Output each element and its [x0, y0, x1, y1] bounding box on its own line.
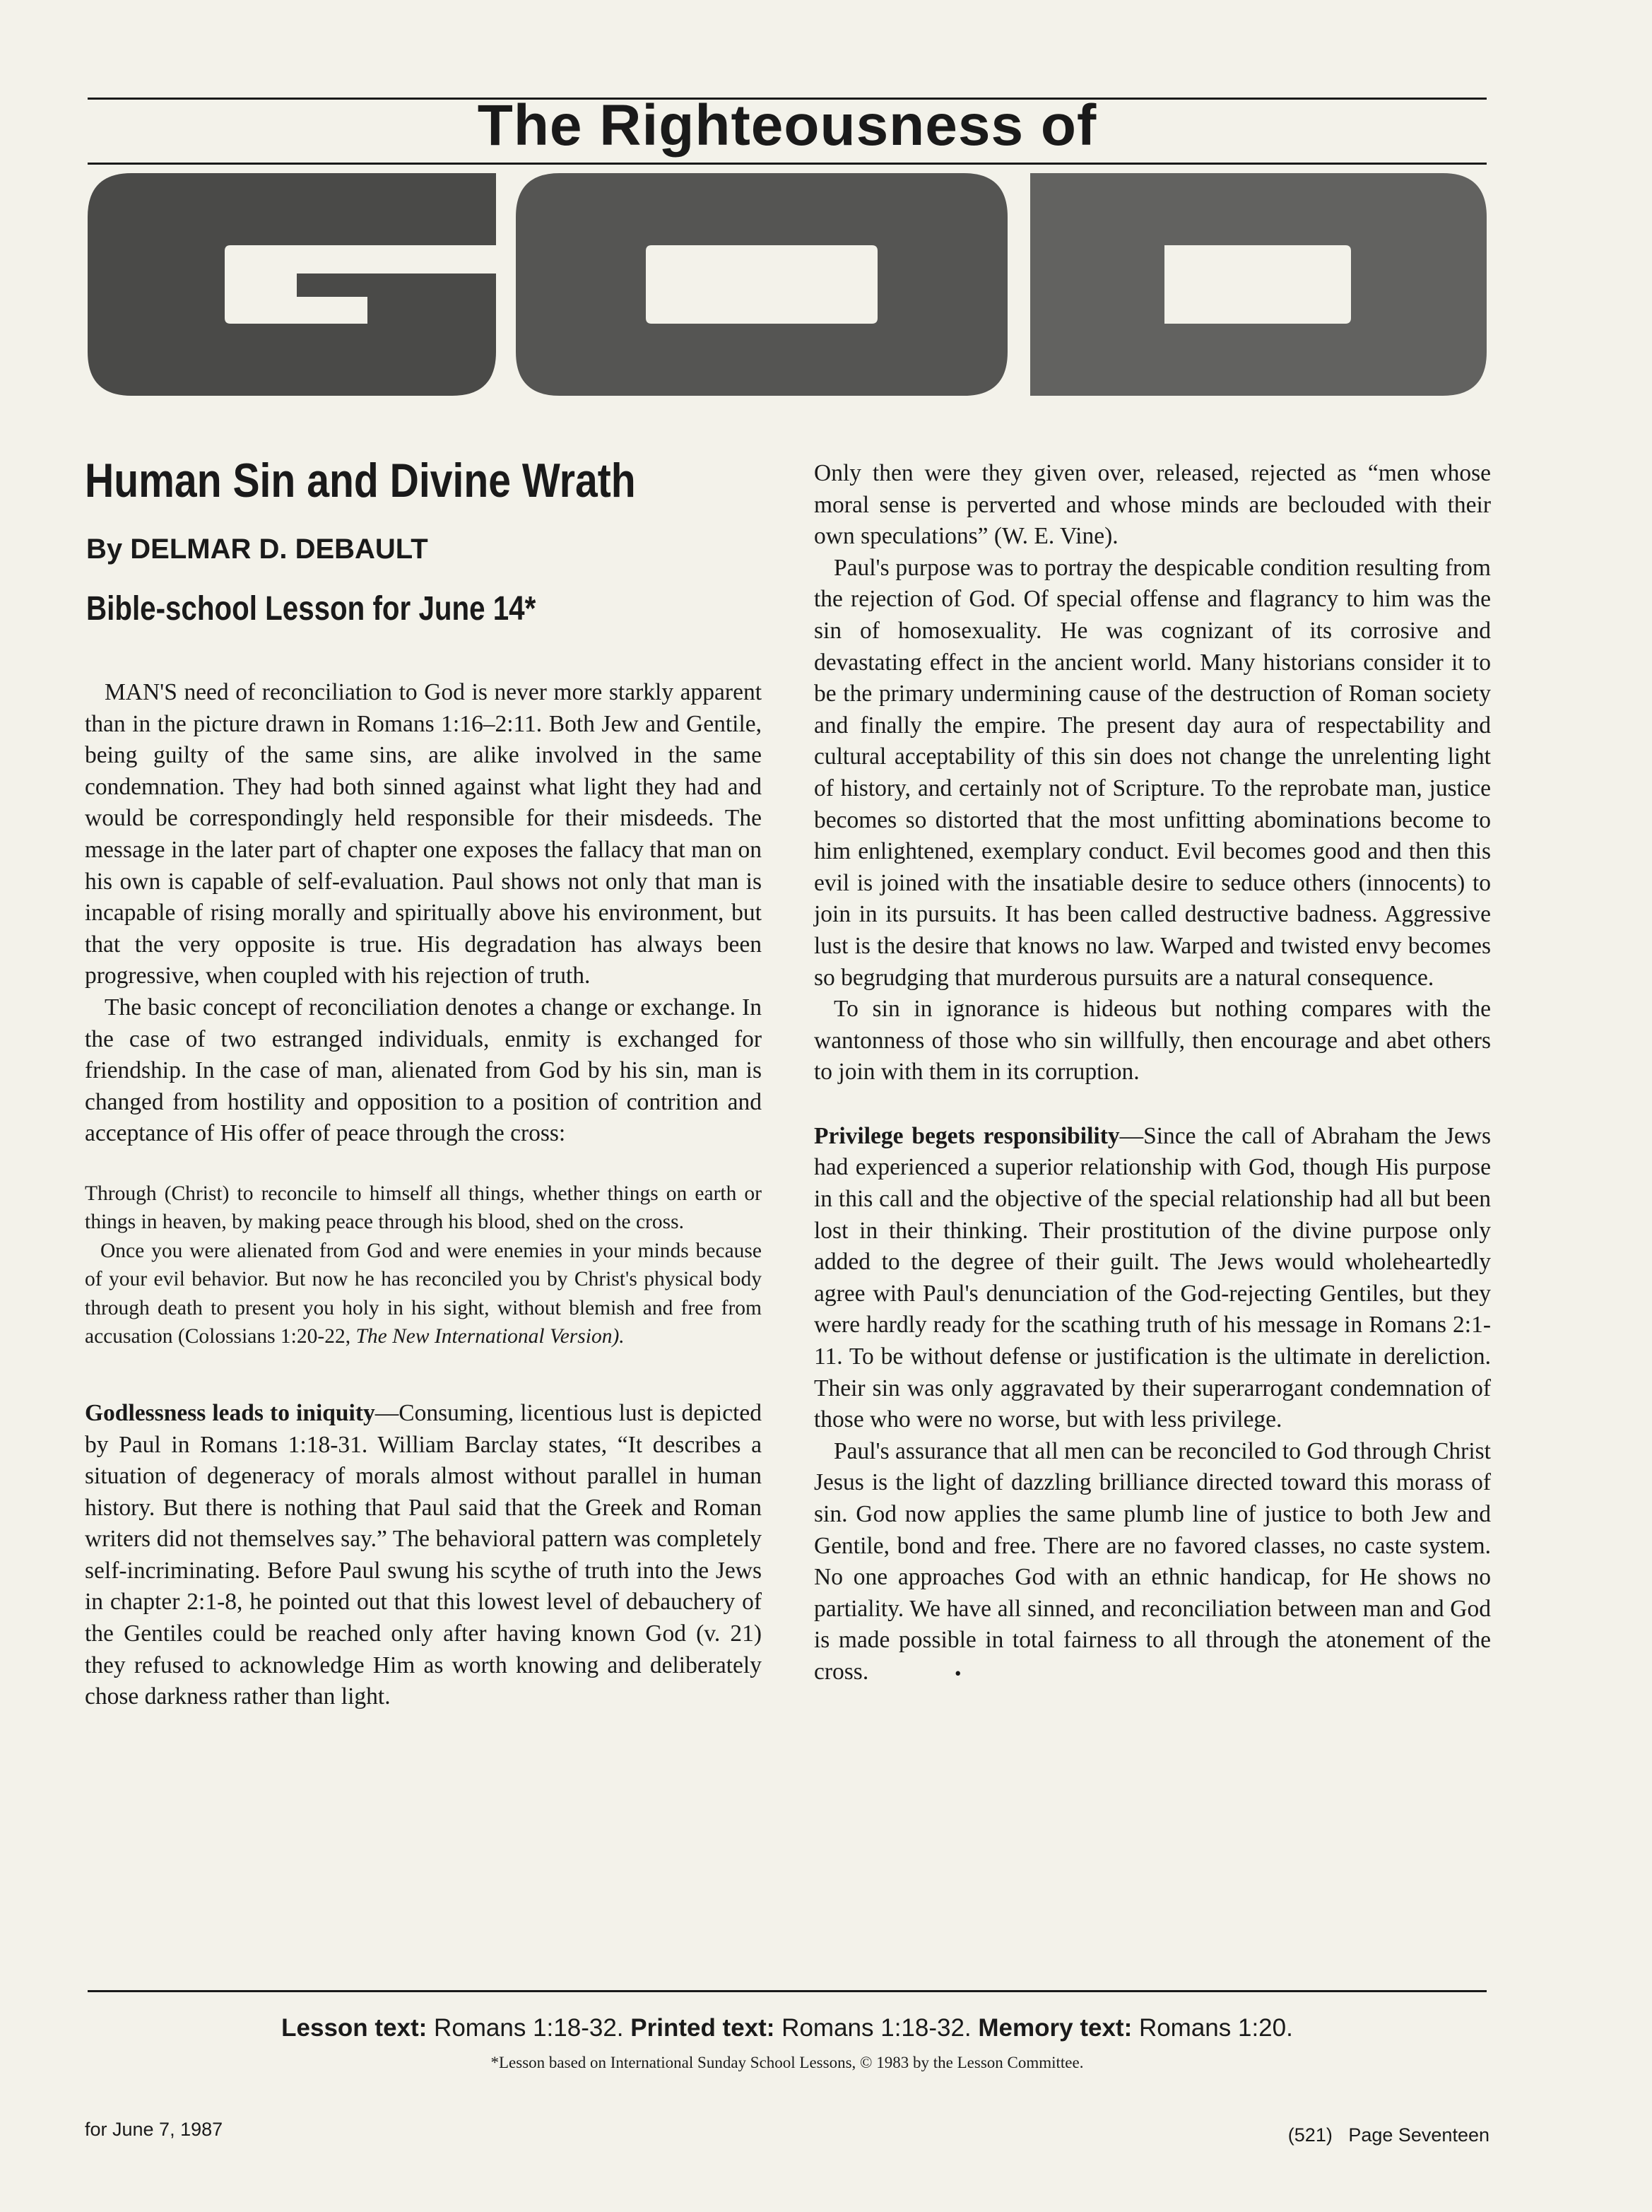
intro-paragraph: MAN'S need of reconciliation to God is never more starkly apparent than in the picture drawn in Romans 1:16–2:11. Both Jew and Gentile, being guilty of the same sins, are alike involved in the same condemnation. They had both sinned against what light they had and would be correspondingly held responsible for their misdeeds. The message in the later part of chapter one exposes the fallacy that man on his own is capable of self-evaluation. Paul shows not only that man is incapable of rising morally and spiritually above his environment, but that the very opposite is true. His degradation has always been progressive, when coupled with his rejection of truth.	[85, 679, 762, 989]
privilege-heading: Privilege begets responsibility	[814, 1122, 1120, 1149]
reconciliation-paragraph: The basic concept of reconciliation denotes a change or exchange. In the case of two estranged individuals, enmity is exchanged for friendship. In the case of man, alienated from God by his sin, man is changed from hostility and opposition to a position of contrition and acceptance of His offer of peace through the cross:	[85, 994, 762, 1147]
banner-letter-o	[516, 173, 1008, 396]
banner-letter-g	[88, 173, 496, 396]
header-title: The Righteousness of	[477, 93, 1097, 158]
quote-paragraph-2-text: Once you were alienated from God and were enemies in your minds because of your evil behavior. But now he has reconciled you by Christ's physical body through death to present you holy in his sight, without blemish and free from accusation (Colossians 1:20-22,	[85, 1239, 762, 1348]
godlessness-heading: Godlessness leads to iniquity	[85, 1399, 375, 1426]
godlessness-text: —Consuming, licentious lust is depicted by Paul in Romans 1:18-31. William Barclay states, “It describes a situation of degeneracy of morals almost without parallel in human history. But there is nothing that Paul said that the Greek and Roman writers did not themselves say.” The behavioral pattern was completely self-incriminating. Before Paul swung his scythe of truth into the Jews in chapter 2:1-8, he pointed out that this lowest level of debauchery of the Gentiles could be reached only after having known God (v. 21) they refused to acknowledge Him as worth knowing and deliberately chose darkness rather than light.	[85, 1399, 762, 1710]
privilege-section	[814, 1121, 1491, 1436]
quote-paragraph-2	[85, 1237, 762, 1351]
left-column	[85, 677, 762, 1713]
quote-paragraph-1: Through (Christ) to reconcile to himself all things, whether things on earth or things in heaven, by making peace through his blood, shed on the cross.	[85, 1182, 762, 1234]
lesson-text-value: Romans 1:18-32.	[427, 2014, 631, 2042]
purpose-paragraph: Paul's purpose was to portray the despicable condition resulting from the rejection of God. Of special offense and flagrancy to him was the sin of homosexuality. He was cognizant of its corrosive and devastating effect in the ancient world. Many historians consider it to be the primary undermining cause of the destruction of Roman society and finally the empire. The present day aura of respectability and cultural acceptability of this sin does not change the unrelenting light of history, and certainly not of Scripture. To the reprobate man, justice becomes so distorted that the most unfitting abominations become to him enlightened, exemplary conduct. Evil becomes good and then this evil is joined with the insatiable desire to seduce others (innocents) to join in its pursuits. It has been called destructive badness. Aggressive lust is the desire that knows no law. Warped and twisted envy becomes so begrudging that murderous pursuits are a natural consequence.	[814, 554, 1491, 991]
assurance-paragraph	[814, 1436, 1491, 1691]
printed-text-label: Printed text:	[630, 2014, 775, 2042]
lesson-text-label: Lesson text:	[281, 2014, 427, 2042]
page-number: (521) Page Seventeen	[1287, 2124, 1489, 2146]
scripture-quote	[85, 1179, 762, 1351]
footer-rule	[88, 1990, 1487, 1992]
memory-text-value: Romans 1:20.	[1132, 2014, 1293, 2042]
quote-source: The New International Version).	[355, 1325, 625, 1348]
memory-text-label: Memory text:	[978, 2014, 1133, 2042]
right-column	[814, 458, 1491, 1691]
lesson-note: Bible-school Lesson for June 14*	[86, 590, 536, 628]
lesson-heading: Human Sin and Divine Wrath	[85, 454, 636, 507]
issue-date: for June 7, 1987	[85, 2119, 223, 2140]
banner-letter-d	[1030, 173, 1487, 396]
god-banner	[88, 173, 1487, 396]
footnote: *Lesson based on International Sunday School Lessons, © 1983 by the Lesson Committee.	[490, 2054, 1084, 2071]
continuation-paragraph: Only then were they given over, released, rejected as “men whose moral sense is perverted and whose minds are beclouded with their own speculations” (W. E. Vine).	[814, 460, 1491, 550]
ignorance-paragraph: To sin in ignorance is hideous but nothing compares with the wantonness of those who sin willfully, then encourage and abet others to join with them in its corruption.	[814, 996, 1491, 1086]
lesson-text-line	[88, 2013, 1487, 2044]
header-bottom-rule	[88, 163, 1487, 165]
printed-text-value: Romans 1:18-32.	[774, 2014, 979, 2042]
byline: By DELMAR D. DEBAULT	[86, 534, 428, 565]
end-mark: •	[953, 1665, 963, 1683]
assurance-text: Paul's assurance that all men can be reconciled to God through Christ Jesus is the light of dazzling brilliance directed toward this morass of sin. God now applies the same plumb line of justice to both Jew and Gentile, bond and free. There are no favored classes, no caste system. No one approaches God with an ethnic handicap, for He shows no partiality. We have all sinned, and reconciliation between man and God is made possible in total fairness to all through the atonement of the cross.	[814, 1437, 1491, 1685]
godlessness-section	[85, 1398, 762, 1713]
privilege-text: —Since the call of Abraham the Jews had experienced a superior relationship with God, though His purpose in this call and the objective of the special relationship had all but been lost in their thinking. Their prostitution of the divine purpose only added to the degree of their guilt. The Jews would wholeheartedly agree with Paul's denunciation of the God-rejecting Gentiles, but they were hardly ready for the scathing truth of his message in Romans 2:1-11. To be without defense or justification is the ultimate in dereliction. Their sin was only aggravated by their superarrogant condemnation of those who were no worse, but with less privilege.	[814, 1122, 1492, 1433]
